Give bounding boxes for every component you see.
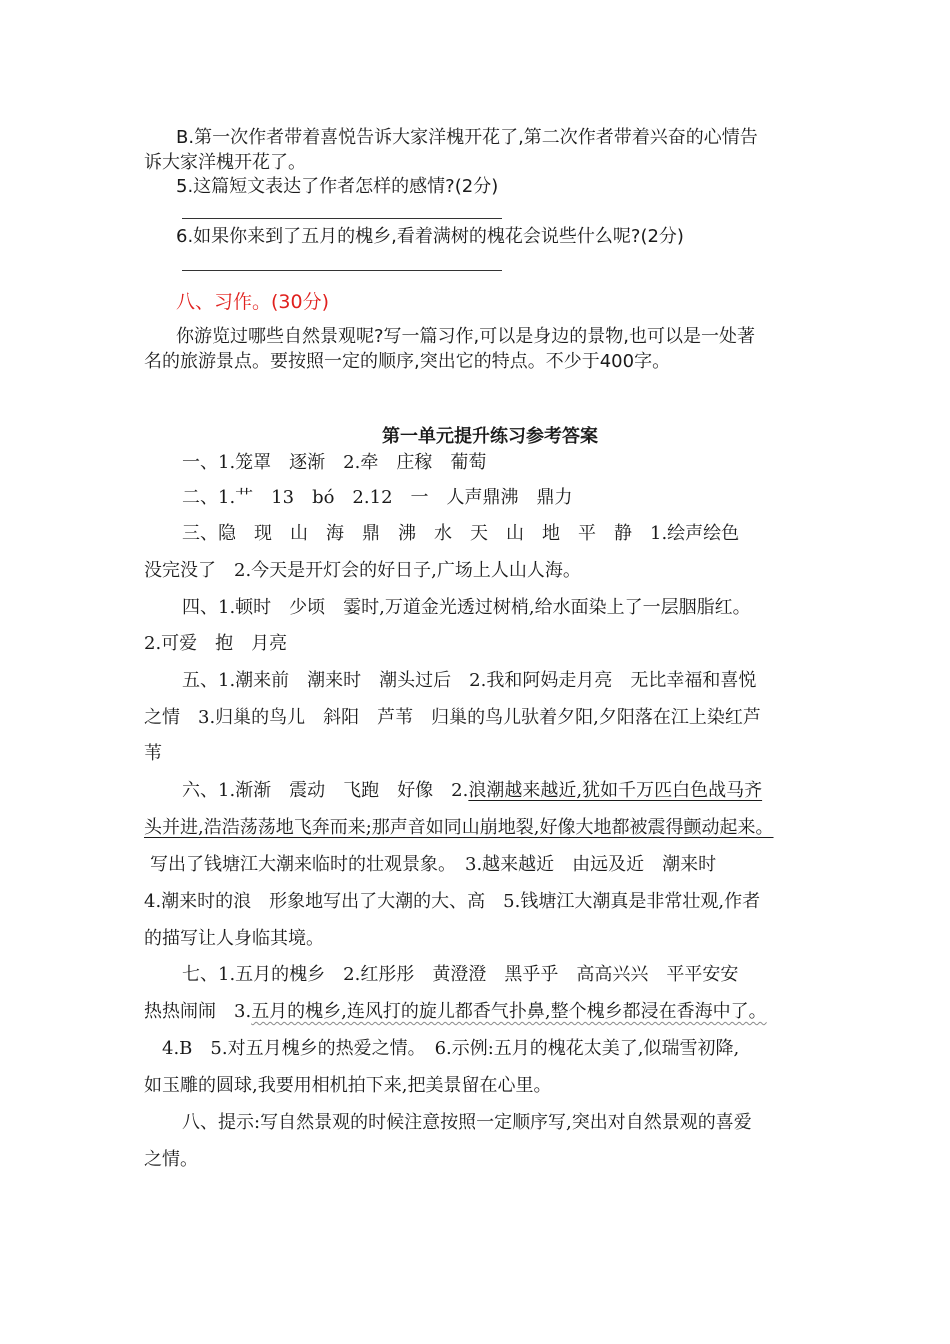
answer-line-q6	[182, 270, 502, 271]
answer-7-line3: 4.B 5.对五月槐乡的热爱之情。 6.示例:五月的槐花太美了,似瑞雪初降,	[162, 1038, 740, 1059]
answer-6-line1	[182, 779, 762, 803]
answer-5-line2: 之情 3.归巢的鸟儿 斜阳 芦苇 归巢的鸟儿驮着夕阳,夕阳落在江上染红芦	[144, 707, 761, 728]
answer-3-line2: 没完没了 2.今天是开灯会的好日子,广场上人山人海。	[144, 560, 581, 581]
answer-8-line1: 八、提示:写自然景观的时候注意按照一定顺序写,突出对自然景观的喜爱	[182, 1112, 752, 1133]
answer-5-line1: 五、1.潮来前 潮来时 潮头过后 2.我和阿妈走月亮 无比幸福和喜悦	[182, 670, 757, 691]
answer-line-q5	[182, 218, 502, 219]
answer-6-underlined-sentence-part1: 浪潮越来越近,犹如千万匹白色战马齐	[468, 780, 763, 801]
answer-6-underlined-sentence-part2: 头并进,浩浩荡荡地飞奔而来;那声音如同山崩地裂,好像大地都被震得颤动起来。	[144, 817, 774, 838]
answer-3-line1: 三、隐 现 山 海 鼎 沸 水 天 山 地 平 静 1.绘声绘色	[182, 523, 740, 544]
question-5: 5.这篇短文表达了作者怎样的感情?(2分)	[176, 176, 499, 197]
answer-4-line2: 2.可爱 抱 月亮	[144, 633, 288, 654]
composition-heading: 八、习作。(30分)	[176, 291, 330, 313]
answer-4-line1: 四、1.顿时 少顷 霎时,万道金光透过树梢,给水面染上了一层胭脂红。	[182, 597, 751, 618]
answer-6-line5: 的描写让人身临其境。	[144, 928, 324, 949]
answer-2: 二、1.艹 13 bó 2.12 一 人声鼎沸 鼎力	[182, 487, 573, 508]
answer-6-line4: 4.潮来时的浪 形象地写出了大潮的大、高 5.钱塘江大潮真是非常壮观,作者	[144, 891, 761, 912]
q4-option-b-line1: B.第一次作者带着喜悦告诉大家洋槐开花了,第二次作者带着兴奋的心情告	[176, 127, 758, 148]
q4-option-b-line2: 诉大家洋槐开花了。	[144, 152, 306, 173]
answer-7-underlined-sentence: 五月的槐乡,连风打的旋儿都香气扑鼻,整个槐乡都浸在香海中了。	[251, 1001, 767, 1022]
answer-7-line2-lead: 热热闹闹 3.	[144, 1001, 252, 1022]
composition-prompt-line2: 名的旅游景点。要按照一定的顺序,突出它的特点。不少于400字。	[144, 351, 671, 372]
question-6: 6.如果你来到了五月的槐乡,看着满树的槐花会说些什么呢?(2分)	[176, 226, 684, 247]
answer-1: 一、1.笼罩 逐渐 2.牵 庄稼 葡萄	[182, 452, 487, 473]
answer-key-title: 第一单元提升练习参考答案	[382, 426, 598, 447]
answer-7-line4: 如玉雕的圆球,我要用相机拍下来,把美景留在心里。	[144, 1075, 552, 1096]
answer-8-line2: 之情。	[144, 1149, 198, 1170]
answer-5-line3: 苇	[144, 743, 162, 764]
answer-6-line2	[144, 816, 774, 840]
answer-7-line1: 七、1.五月的槐乡 2.红彤彤 黄澄澄 黑乎乎 高高兴兴 平平安安	[182, 964, 739, 985]
answer-7-line2	[144, 1000, 767, 1024]
composition-prompt-line1: 你游览过哪些自然景观呢?写一篇习作,可以是身边的景物,也可以是一处著	[176, 326, 755, 347]
answer-6-line3: 写出了钱塘江大潮来临时的壮观景象。 3.越来越近 由远及近 潮来时	[150, 854, 717, 875]
answer-6-line1-lead: 六、1.渐渐 震动 飞跑 好像 2.	[182, 780, 469, 801]
